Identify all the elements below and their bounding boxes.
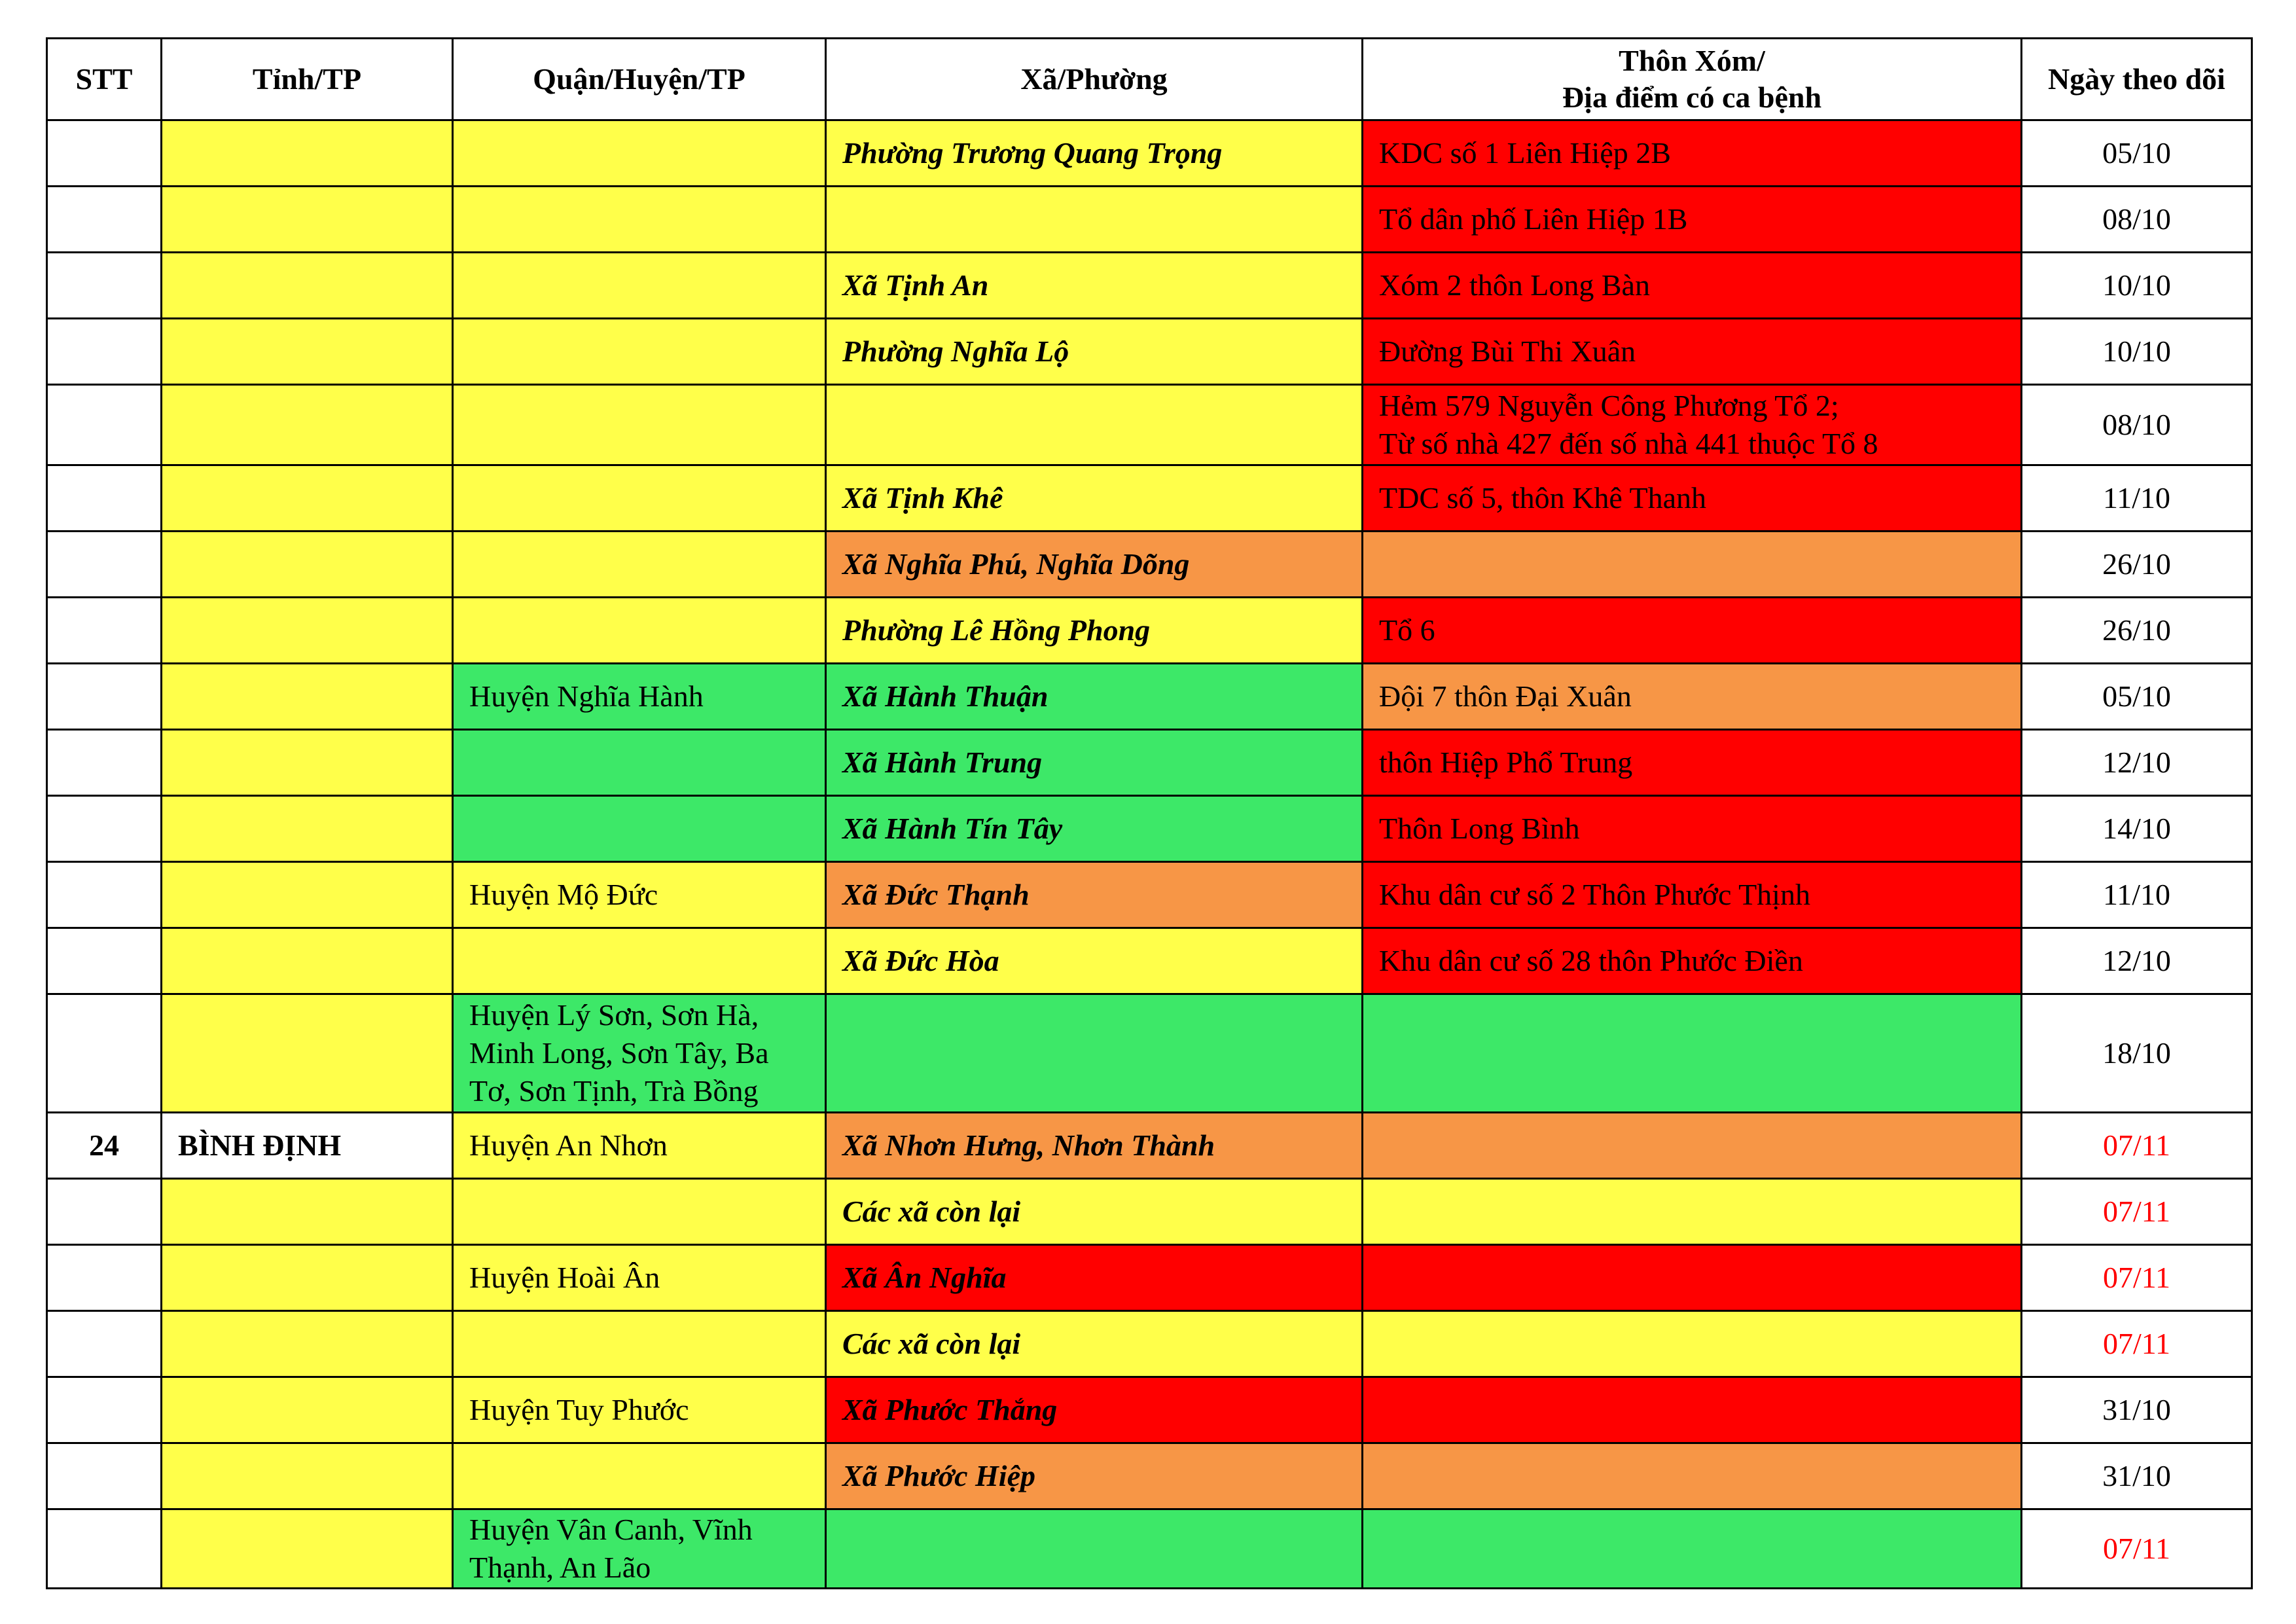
cell-date: 05/10 [2022,120,2252,187]
header-stt: STT [47,39,162,120]
outbreak-tracking-table [46,37,2253,1589]
cell-stt [47,796,162,862]
cell-date: 26/10 [2022,598,2252,664]
table-row [47,253,2252,319]
cell-location [1363,1245,2022,1311]
cell-location: Tổ dân phố Liên Hiệp 1B [1363,187,2022,253]
header-date: Ngày theo dõi [2022,39,2252,120]
cell-district [453,465,826,532]
header-location-line1: Thôn Xóm/ [1619,44,1765,77]
cell-ward: Xã Nhơn Hưng, Nhơn Thành [826,1113,1363,1179]
header-location [1363,39,2022,120]
table-row [47,1311,2252,1377]
cell-date: 08/10 [2022,187,2252,253]
cell-district: Huyện Lý Sơn, Sơn Hà, Minh Long, Sơn Tây, Ba Tơ, Sơn Tịnh, Trà Bồng [453,994,826,1113]
cell-stt [47,120,162,187]
table-row [47,796,2252,862]
cell-province [162,1509,453,1589]
cell-ward: Xã Phước Hiệp [826,1443,1363,1509]
cell-ward: Xã Đức Hòa [826,928,1363,994]
cell-date: 26/10 [2022,532,2252,598]
cell-location [1363,1377,2022,1443]
table-row [47,928,2252,994]
cell-stt [47,1509,162,1589]
table-row [47,532,2252,598]
cell-ward [826,385,1363,465]
cell-stt [47,532,162,598]
cell-province [162,465,453,532]
cell-district [453,1311,826,1377]
table-row [47,319,2252,385]
cell-location: Khu dân cư số 2 Thôn Phước Thịnh [1363,862,2022,928]
cell-province [162,1377,453,1443]
cell-district: Huyện Mộ Đức [453,862,826,928]
cell-stt [47,1179,162,1245]
cell-date: 08/10 [2022,385,2252,465]
cell-date: 31/10 [2022,1377,2252,1443]
cell-date: 07/11 [2022,1245,2252,1311]
cell-province [162,1179,453,1245]
cell-ward: Xã Ân Nghĩa [826,1245,1363,1311]
cell-date: 11/10 [2022,465,2252,532]
cell-province: BÌNH ĐỊNH [162,1113,453,1179]
cell-ward: Các xã còn lại [826,1311,1363,1377]
cell-stt [47,1311,162,1377]
cell-province [162,994,453,1113]
cell-location [1363,1179,2022,1245]
cell-date: 12/10 [2022,928,2252,994]
cell-location: Thôn Long Bình [1363,796,2022,862]
cell-district: Huyện Hoài Ân [453,1245,826,1311]
cell-date: 31/10 [2022,1443,2252,1509]
cell-province [162,598,453,664]
table-row [47,994,2252,1113]
cell-province [162,796,453,862]
cell-ward [826,187,1363,253]
cell-district: Huyện Tuy Phước [453,1377,826,1443]
cell-ward: Xã Hành Tín Tây [826,796,1363,862]
cell-province [162,319,453,385]
cell-province [162,928,453,994]
cell-district [453,385,826,465]
cell-district: Huyện An Nhơn [453,1113,826,1179]
table-row [47,120,2252,187]
cell-date: 18/10 [2022,994,2252,1113]
cell-district [453,532,826,598]
cell-location [1363,994,2022,1113]
cell-province [162,1311,453,1377]
cell-province [162,187,453,253]
cell-ward: Phường Trương Quang Trọng [826,120,1363,187]
table-row [47,862,2252,928]
cell-location: Đường Bùi Thi Xuân [1363,319,2022,385]
cell-location [1363,1443,2022,1509]
cell-location [1363,1311,2022,1377]
cell-district [453,796,826,862]
cell-date: 14/10 [2022,796,2252,862]
cell-district [453,319,826,385]
header-district: Quận/Huyện/TP [453,39,826,120]
cell-province [162,730,453,796]
cell-ward [826,1509,1363,1589]
cell-ward [826,994,1363,1113]
cell-date: 11/10 [2022,862,2252,928]
header-ward: Xã/Phường [826,39,1363,120]
table-body [47,120,2252,1589]
table-row [47,1113,2252,1179]
cell-ward: Xã Hành Trung [826,730,1363,796]
cell-ward: Phường Lê Hồng Phong [826,598,1363,664]
cell-stt [47,1443,162,1509]
table-header-row [47,39,2252,120]
cell-stt: 24 [47,1113,162,1179]
cell-ward: Xã Tịnh An [826,253,1363,319]
table-row [47,465,2252,532]
cell-district [453,1443,826,1509]
cell-date: 05/10 [2022,664,2252,730]
cell-date: 07/11 [2022,1179,2252,1245]
cell-ward: Phường Nghĩa Lộ [826,319,1363,385]
cell-province [162,664,453,730]
cell-location: TDC số 5, thôn Khê Thanh [1363,465,2022,532]
cell-province [162,120,453,187]
cell-stt [47,598,162,664]
cell-province [162,862,453,928]
cell-location [1363,1509,2022,1589]
cell-district: Huyện Vân Canh, Vĩnh Thạnh, An Lão [453,1509,826,1589]
cell-province [162,253,453,319]
cell-stt [47,319,162,385]
cell-date: 10/10 [2022,253,2252,319]
cell-location: Khu dân cư số 28 thôn Phước Điền [1363,928,2022,994]
cell-date: 07/11 [2022,1113,2252,1179]
cell-location: Tổ 6 [1363,598,2022,664]
cell-province [162,1245,453,1311]
cell-date: 07/11 [2022,1311,2252,1377]
table-row [47,1245,2252,1311]
cell-ward: Xã Phước Thắng [826,1377,1363,1443]
table-row [47,1377,2252,1443]
cell-district [453,598,826,664]
cell-stt [47,253,162,319]
cell-ward: Xã Đức Thạnh [826,862,1363,928]
cell-ward: Xã Nghĩa Phú, Nghĩa Dõng [826,532,1363,598]
cell-district [453,253,826,319]
cell-stt [47,730,162,796]
cell-date: 12/10 [2022,730,2252,796]
cell-location [1363,1113,2022,1179]
cell-district [453,1179,826,1245]
table-row [47,598,2252,664]
cell-location: KDC số 1 Liên Hiệp 2B [1363,120,2022,187]
cell-date: 07/11 [2022,1509,2252,1589]
cell-location [1363,532,2022,598]
cell-stt [47,664,162,730]
table-row [47,1179,2252,1245]
cell-location: thôn Hiệp Phổ Trung [1363,730,2022,796]
cell-stt [47,862,162,928]
cell-location: Xóm 2 thôn Long Bàn [1363,253,2022,319]
cell-stt [47,1377,162,1443]
cell-province [162,385,453,465]
cell-stt [47,928,162,994]
cell-district [453,187,826,253]
cell-province [162,1443,453,1509]
cell-date: 10/10 [2022,319,2252,385]
cell-stt [47,1245,162,1311]
cell-district [453,928,826,994]
table-row [47,385,2252,465]
cell-stt [47,465,162,532]
table-row [47,664,2252,730]
cell-location: Hẻm 579 Nguyễn Công Phương Tổ 2; Từ số nhà 427 đến số nhà 441 thuộc Tổ 8 [1363,385,2022,465]
cell-location: Đội 7 thôn Đại Xuân [1363,664,2022,730]
cell-ward: Xã Tịnh Khê [826,465,1363,532]
table-row [47,187,2252,253]
cell-ward: Xã Hành Thuận [826,664,1363,730]
cell-stt [47,187,162,253]
cell-district: Huyện Nghĩa Hành [453,664,826,730]
cell-ward: Các xã còn lại [826,1179,1363,1245]
table-row [47,1443,2252,1509]
cell-stt [47,385,162,465]
header-province: Tỉnh/TP [162,39,453,120]
cell-province [162,532,453,598]
cell-district [453,730,826,796]
table-row [47,730,2252,796]
header-location-line2: Địa điểm có ca bệnh [1562,81,1822,114]
cell-stt [47,994,162,1113]
table-row [47,1509,2252,1589]
cell-district [453,120,826,187]
